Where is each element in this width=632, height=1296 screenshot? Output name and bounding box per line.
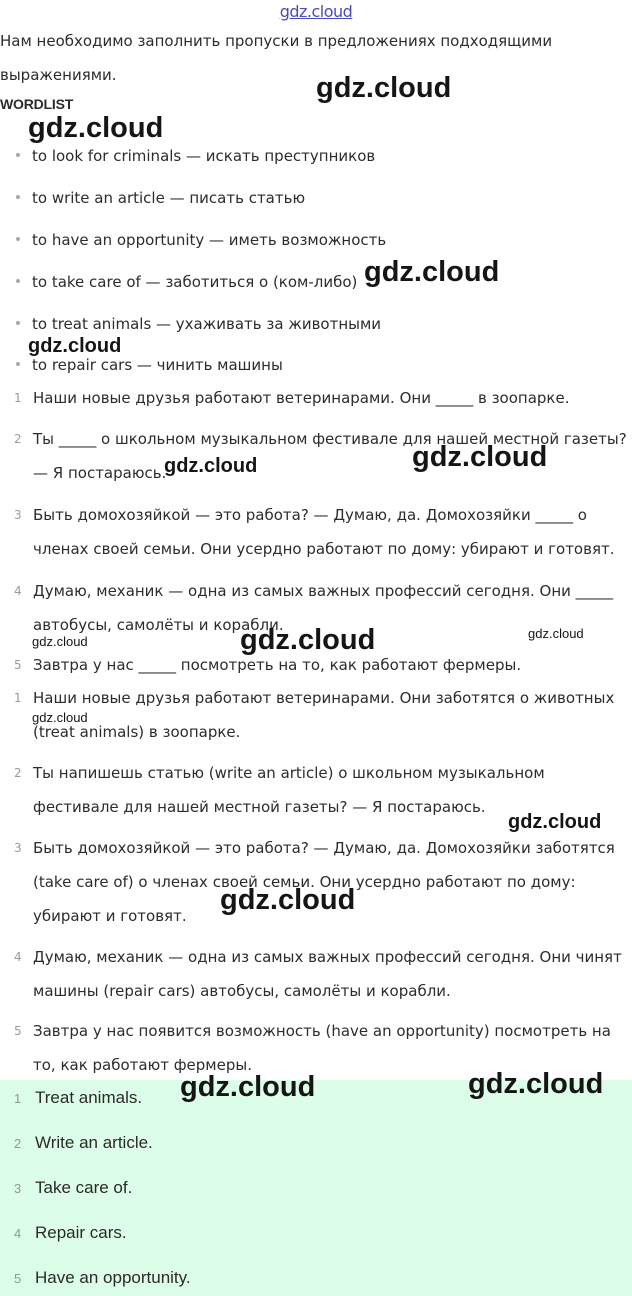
task-item: 1 Наши новые друзья работают ветеринарами. Они _____ в зоопарке. [14,389,570,407]
watermark: gdz.cloud [32,710,88,725]
answer-item: 2 Write an article. [14,1133,153,1152]
answer-item: 4 Repair cars. [14,1223,127,1242]
bullet-icon [16,362,20,366]
wordlist-item: to take care of — заботиться о (ком-либо) [16,273,357,291]
solution-item: 4 Думаю, механик — одна из самых важных профессий сегодня. Они чинят машины (repair cars) автобусы, самолёты и корабли. [14,948,622,1000]
watermark: gdz.cloud [180,1071,316,1103]
watermark: gdz.cloud [364,256,500,288]
bullet-icon [16,153,20,157]
task-item: 3 Быть домохозяйкой — это работа? — Думаю, да. Домохозяйки _____ о членах своей семьи. Они усердно работают по дому: убирают и готовят. [14,506,615,558]
watermark: gdz.cloud [316,72,452,104]
solution-item: 2 Ты напишешь статью (write an article) о школьном музыкальном фестивале для нашей местной газеты? — Я постараюсь. [14,764,545,816]
watermark: gdz.cloud [164,455,258,477]
answer-item: 3 Take care of. [14,1178,133,1197]
watermark: gdz.cloud [468,1068,604,1100]
watermark: gdz.cloud [28,335,122,357]
watermark: gdz.cloud [412,441,548,473]
answer-item: 1 Treat animals. [14,1088,143,1107]
task-item: 4 Думаю, механик — одна из самых важных профессий сегодня. Они _____ автобусы, самолёты и корабли. [14,582,614,634]
task-item: 5 Завтра у нас _____ посмотреть на то, как работают фермеры. [14,656,522,674]
bullet-icon [16,279,20,283]
wordlist-item: to repair cars — чинить машины [16,356,283,374]
watermark: gdz.cloud [32,634,88,649]
bullet-icon [16,195,20,199]
solution-item: 1 Наши новые друзья работают ветеринарами. Они заботятся о животных (treat animals) в зоопарке. [14,689,615,741]
solution-item: 5 Завтра у нас появится возможность (have an opportunity) посмотреть на то, как работают фермеры. [14,1022,611,1074]
task-item: 2 Ты _____ о школьном музыкальном фестивале для нашей местной газеты? — Я постараюсь. [14,430,627,482]
watermark: gdz.cloud [220,884,356,916]
watermark: gdz.cloud [528,626,584,641]
wordlist-item: to look for criminals — искать преступников [16,147,375,165]
bullet-icon [16,237,20,241]
wordlist-item: to write an article — писать статью [16,189,305,207]
solution-item: 3 Быть домохозяйкой — это работа? — Думаю, да. Домохозяйки заботятся (take care of) о членах своей семьи. Они усердно работают по дому: убирают и готовят. [14,839,615,925]
wordlist-item: to have an opportunity — иметь возможность [16,231,386,249]
intro-text: Нам необходимо заполнить пропуски в предложениях подходящими выражениями. [0,32,553,84]
answer-item: 5 Have an opportunity. [14,1268,191,1287]
top-watermark: gdz.cloud [279,2,353,21]
watermark: gdz.cloud [28,112,164,144]
bullet-icon [16,321,20,325]
watermark: gdz.cloud [240,624,376,656]
wordlist-item: to treat animals — ухаживать за животными [16,315,381,333]
wordlist-heading: WORDLIST [0,96,74,112]
watermark: gdz.cloud [508,811,602,833]
